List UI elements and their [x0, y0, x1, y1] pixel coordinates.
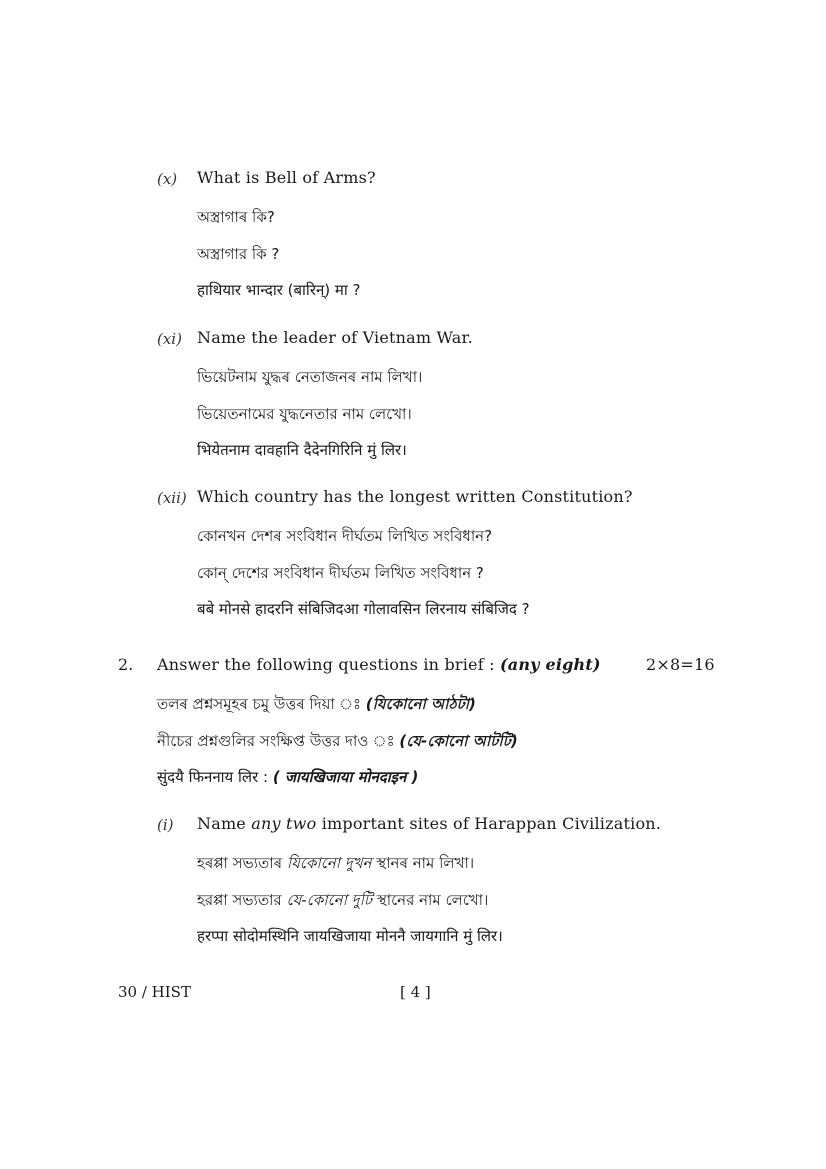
question-number: (xii): [157, 489, 187, 507]
subquestion-bodo: हरप्पा सोदोमस्थिनि जायखिजाया मोननै जायगानि मुं लिर।: [197, 927, 503, 945]
question-number: (x): [157, 170, 178, 188]
section-instruction-bodo: [157, 767, 418, 787]
page-number: [ 4 ]: [400, 983, 431, 1001]
section-instruction-bengali: [157, 730, 518, 755]
assamese-instruction-choice: (যিকোনো আঠটা): [365, 695, 476, 713]
subquestion-assamese-part: হৰপ্পা সভ্যতাৰ: [197, 854, 283, 872]
subquestion-bengali-emphasis: যে-কোনো দুটি: [286, 891, 373, 909]
subquestion-assamese-part: স্থানৰ নাম লিখা।: [376, 854, 475, 872]
question-english: What is Bell of Arms?: [197, 168, 376, 187]
instruction-choice: (any eight): [500, 655, 601, 674]
assamese-instruction-text: তলৰ প্ৰশ্নসমূহৰ চমু উত্তৰ দিয়া ঃ: [157, 695, 361, 713]
bodo-instruction-choice: ( जायखिजाया मोनदाइन ): [272, 768, 419, 786]
question-number: (xi): [157, 330, 182, 348]
bengali-instruction-text: নীচের প্রশ্নগুলির সংক্ষিপ্ত উত্তর দাও ঃ: [157, 732, 395, 750]
question-bengali: ভিয়েতনামের যুদ্ধনেতার নাম লেখো।: [197, 405, 412, 423]
subquestion-number: (i): [157, 816, 174, 834]
paper-code: 30 / HIST: [118, 983, 191, 1001]
bengali-instruction-choice: (যে-কোনো আটটি): [399, 732, 518, 750]
question-assamese: অস্ত্ৰাগাৰ কি?: [197, 208, 275, 226]
question-assamese: কোনখন দেশৰ সংবিধান দীৰ্ঘতম লিখিত সংবিধান?: [197, 527, 493, 545]
subquestion-english: [197, 814, 661, 833]
subquestion-assamese: [197, 852, 474, 877]
bodo-instruction-text: सुंदयै फिननाय लिर :: [157, 768, 269, 786]
question-bodo: भियेतनाम दावहानि दैदेनगिरिनि मुं लिर।: [197, 441, 407, 459]
question-bengali: কোন্ দেশের সংবিধান দীর্ঘতম লিখিত সংবিধান ?: [197, 564, 484, 582]
question-assamese: ভিয়েটনাম যুদ্ধৰ নেতাজনৰ নাম লিখা।: [197, 368, 423, 386]
question-english: Which country has the longest written Constitution?: [197, 487, 633, 506]
question-bodo: हाथियार भान्दार (बारिन्) मा ?: [197, 281, 361, 299]
subquestion-bengali-part: হরপ্পা সভ্যতার: [197, 891, 282, 909]
instruction-text: Answer the following questions in brief :: [157, 655, 495, 674]
subquestion-english-part: important sites of Harappan Civilization.: [321, 814, 662, 833]
subquestion-bengali-part: স্থানের নাম লেখো।: [376, 891, 489, 909]
question-bengali: অস্ত্রাগার কি ?: [197, 245, 280, 263]
question-bodo: बबे मोनसे हादरनि संबिजिदआ गोलावसिन लिरनाय संबिजिद ?: [197, 600, 530, 618]
section-instruction-assamese: [157, 693, 476, 718]
question-english: Name the leader of Vietnam War.: [197, 328, 473, 347]
subquestion-english-part: Name: [197, 814, 246, 833]
marks-label: 2×8=16: [646, 655, 715, 674]
section-number: 2.: [118, 655, 134, 674]
section-instruction: [157, 655, 601, 674]
subquestion-bengali: [197, 889, 488, 914]
subquestion-assamese-emphasis: যিকোনো দুখন: [286, 854, 372, 872]
subquestion-english-emphasis: any two: [251, 814, 317, 833]
